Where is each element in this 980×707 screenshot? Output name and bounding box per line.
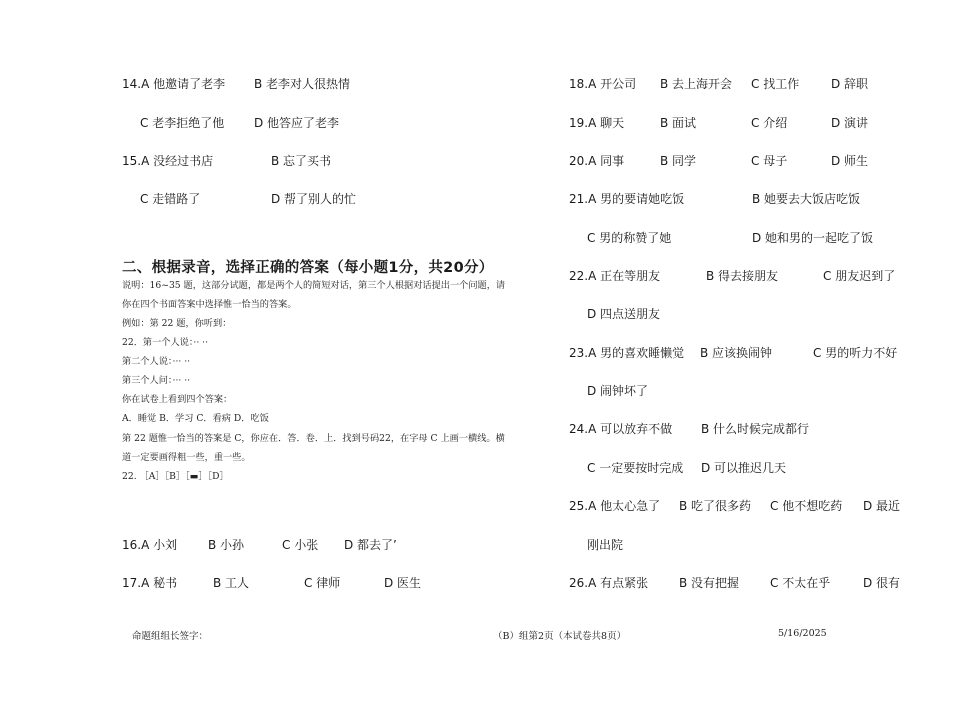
answer-option: B 工人	[213, 576, 250, 590]
answer-option: B 吃了很多药	[679, 499, 752, 513]
answer-option: B 去上海开会	[660, 77, 733, 91]
instruction-line: 第 22 题惟一恰当的答案是 C，你应在．答．卷．上．找到号码22，在字母 C 上画一横线。横	[122, 433, 505, 444]
answer-option: D 医生	[384, 576, 422, 590]
answer-option: C 男的听力不好	[813, 346, 898, 360]
answer-option: 19.A 聊天	[569, 116, 625, 130]
answer-option: B 忘了买书	[271, 154, 332, 168]
answer-option: 26.A 有点紧张	[569, 576, 649, 590]
answer-option: C 找工作	[751, 77, 800, 91]
instruction-line: 说明：16~35 题，这部分试题，都是两个人的简短对话，第三个人根据对话提出一个问题，请	[122, 280, 506, 291]
answer-option: C 母子	[751, 154, 788, 168]
answer-option: 15.A 没经过书店	[122, 154, 214, 168]
instruction-line: 例如：第 22 题，你听到：	[122, 318, 232, 329]
answer-option: D 他答应了老李	[254, 116, 340, 130]
answer-option: C 走错路了	[140, 192, 201, 206]
answer-option: 21.A 男的要请她吃饭	[569, 192, 685, 206]
answer-option: D 很有	[863, 576, 901, 590]
instruction-line: 道一定要画得粗一些，重一些。	[122, 452, 251, 463]
answer-option: C 朋友迟到了	[823, 269, 896, 283]
instruction-line: 第三个人问：··· ··	[122, 375, 191, 386]
answer-option: 22.A 正在等朋友	[569, 269, 661, 283]
answer-option: 23.A 男的喜欢睡懒觉	[569, 346, 685, 360]
instruction-line: 你在试卷上看到四个答案：	[122, 394, 233, 405]
answer-option: C 一定要按时完成	[587, 461, 684, 475]
footer-page-info: （B）组第2页（本试卷共8页）	[493, 631, 627, 642]
answer-option: B 同学	[660, 154, 697, 168]
answer-option: B 什么时候完成都行	[701, 422, 810, 436]
answer-option: D 演讲	[831, 116, 869, 130]
answer-option: 20.A 同事	[569, 154, 625, 168]
answer-option: C 小张	[282, 538, 319, 552]
footer-signature-label: 命题组组长签字：	[132, 631, 209, 642]
answer-option: B 老李对人很热情	[254, 77, 351, 91]
instruction-line: A．睡觉 B．学习 C．看病 D．吃饭	[122, 413, 269, 424]
answer-option: B 小孙	[208, 538, 245, 552]
answer-option: C 男的称赞了她	[587, 231, 672, 245]
answer-option: C 律师	[304, 576, 341, 590]
section-heading: 二、根据录音，选择正确的答案（每小题1分，共20分）	[122, 260, 494, 276]
footer-date: 5/16/2025	[778, 628, 827, 639]
answer-option: B 面试	[660, 116, 697, 130]
instruction-line: 你在四个书面答案中选择惟一恰当的答案。	[122, 299, 297, 310]
answer-option: D 辞职	[831, 77, 869, 91]
answer-option: D 师生	[831, 154, 869, 168]
answer-option: C 他不想吃药	[770, 499, 843, 513]
instruction-line: 22．第一个人说：·· ··	[122, 337, 209, 348]
answer-option: 18.A 开公司	[569, 77, 637, 91]
instruction-line: 第二个人说：··· ··	[122, 356, 191, 367]
answer-option: 刚出院	[587, 538, 624, 552]
answer-option: C 老李拒绝了他	[140, 116, 225, 130]
answer-option: D 可以推迟几天	[701, 461, 787, 475]
answer-option: D 闹钟坏了	[587, 384, 649, 398]
answer-option: D 最近	[863, 499, 901, 513]
answer-option: 16.A 小刘	[122, 538, 178, 552]
answer-option: 24.A 可以放弃不做	[569, 422, 673, 436]
answer-option: B 得去接朋友	[706, 269, 779, 283]
answer-option: 17.A 秘书	[122, 576, 178, 590]
answer-option: B 她要去大饭店吃饭	[752, 192, 861, 206]
answer-option: D 四点送朋友	[587, 307, 661, 321]
answer-option: D 帮了别人的忙	[271, 192, 357, 206]
answer-option: B 没有把握	[679, 576, 740, 590]
answer-option: B 应该换闹钟	[700, 346, 773, 360]
answer-option: 25.A 他太心急了	[569, 499, 661, 513]
answer-option: C 介绍	[751, 116, 788, 130]
answer-option: D 她和男的一起吃了饭	[752, 231, 874, 245]
answer-option: 14.A 他邀请了老李	[122, 77, 226, 91]
answer-option: C 不太在乎	[770, 576, 831, 590]
answer-option: D 都去了’	[344, 538, 397, 552]
instruction-line: 22. ［A］［B］［▬］［D］	[122, 471, 229, 482]
